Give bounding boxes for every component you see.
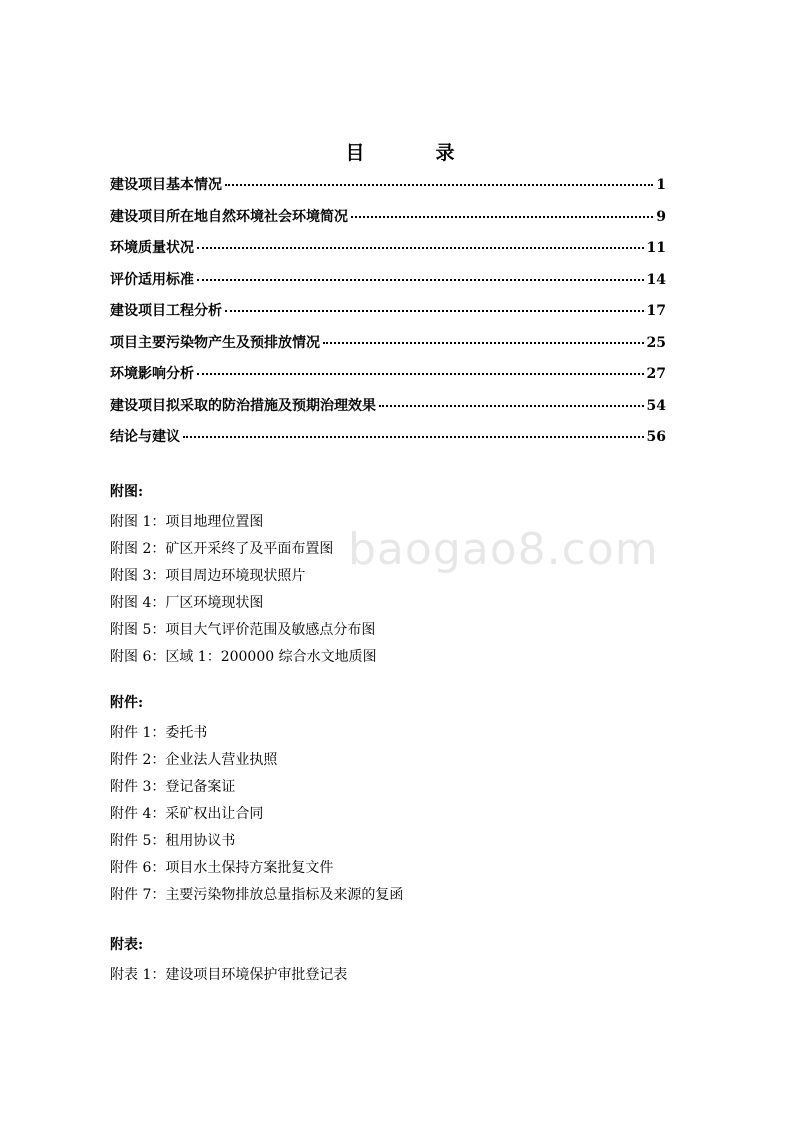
toc-entry-page: 1 <box>656 177 666 193</box>
toc-entry[interactable] <box>110 363 666 395</box>
attachment-item: 附件 1：委托书 <box>110 725 208 741</box>
toc-title: 目 录 <box>345 142 481 164</box>
toc-entry-label: 结论与建议 <box>110 429 180 445</box>
toc-entry[interactable] <box>110 206 666 238</box>
watermark: baogao8.com <box>348 524 659 575</box>
toc-entry-page: 27 <box>646 366 666 382</box>
toc-entry-label: 项目主要污染物产生及预排放情况 <box>110 334 320 351</box>
toc-entry[interactable] <box>110 332 666 364</box>
toc-entry[interactable] <box>110 300 666 332</box>
toc-leader-dots <box>225 310 644 312</box>
toc-entry[interactable] <box>110 395 666 427</box>
toc-leader-dots <box>197 373 644 375</box>
toc-leader-dots <box>197 279 644 281</box>
toc-leader-dots <box>351 216 653 218</box>
figure-item: 附图 2：矿区开采终了及平面布置图 <box>110 541 334 557</box>
attachment-item: 附件 6：项目水土保持方案批复文件 <box>110 860 334 876</box>
toc-leader-dots <box>225 184 653 186</box>
toc-entry-page: 25 <box>646 334 666 351</box>
figure-item: 附图 3：项目周边环境现状照片 <box>110 568 306 584</box>
toc-entry-page: 17 <box>646 303 666 319</box>
toc-entry-label: 建设项目基本情况 <box>110 177 222 193</box>
toc-entry-label: 建设项目拟采取的防治措施及预期治理效果 <box>110 397 376 414</box>
figures-section <box>110 480 670 671</box>
table-item: 附表 1：建设项目环境保护审批登记表 <box>110 967 348 983</box>
attachment-item: 附件 4：采矿权出让合同 <box>110 806 264 822</box>
toc-entry[interactable] <box>110 237 666 269</box>
attachments-section <box>110 691 670 909</box>
figure-item: 附图 6：区域 1：200000 综合水文地质图 <box>110 649 377 665</box>
toc-leader-dots <box>183 436 644 438</box>
figure-item: 附图 4：厂区环境现状图 <box>110 595 264 611</box>
toc-entry[interactable] <box>110 426 666 458</box>
toc-entry-page: 54 <box>646 397 666 414</box>
toc-leader-dots <box>197 247 644 249</box>
attachment-item: 附件 3：登记备案证 <box>110 779 236 795</box>
toc-entry-label: 环境影响分析 <box>110 366 194 382</box>
toc-entry-label: 评价适用标准 <box>110 271 194 288</box>
toc-entry-page: 14 <box>646 271 666 288</box>
toc-entry-label: 环境质量状况 <box>110 240 194 256</box>
toc-entry-page: 11 <box>646 240 666 256</box>
tables-heading: 附表: <box>110 937 144 953</box>
toc-entry-page: 9 <box>656 208 666 225</box>
toc-entry-label: 建设项目工程分析 <box>110 303 222 319</box>
figure-item: 附图 1：项目地理位置图 <box>110 514 264 530</box>
toc-entry-page: 56 <box>646 429 666 445</box>
attachment-item: 附件 5：租用协议书 <box>110 833 236 849</box>
figure-item: 附图 5：项目大气评价范围及敏感点分布图 <box>110 622 376 638</box>
table-of-contents <box>110 174 666 458</box>
toc-entry[interactable] <box>110 269 666 301</box>
toc-entry[interactable] <box>110 174 666 206</box>
attachment-item: 附件 2：企业法人营业执照 <box>110 752 278 768</box>
figures-heading: 附图: <box>110 484 144 500</box>
toc-leader-dots <box>323 342 644 344</box>
attachment-item: 附件 7：主要污染物排放总量指标及来源的复函 <box>110 887 404 903</box>
toc-leader-dots <box>379 405 644 407</box>
attachments-heading: 附件: <box>110 695 144 711</box>
tables-section <box>110 933 670 989</box>
toc-entry-label: 建设项目所在地自然环境社会环境简况 <box>110 208 348 225</box>
